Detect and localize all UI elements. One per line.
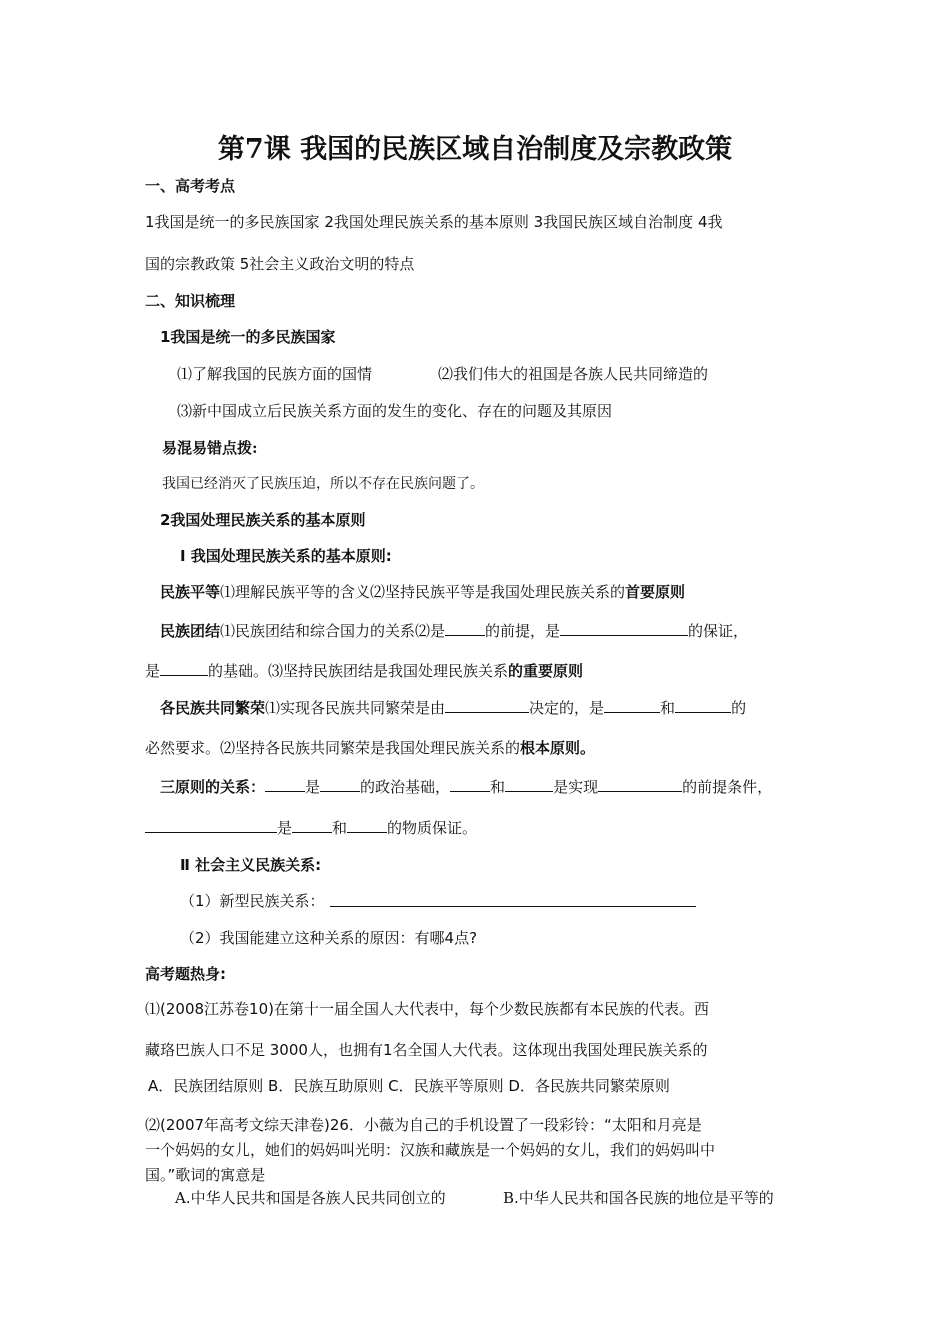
prosperity-text-1: ⑴实现各民族共同繁荣是由 xyxy=(265,699,446,717)
blank[interactable] xyxy=(505,776,553,792)
exercise-2-line-2: 一个妈妈的女儿，她们的妈妈叫光明：汉族和藏族是一个妈妈的女儿，我们的妈妈叫中 xyxy=(145,1141,716,1159)
tip-text: 我国已经消灭了民族压迫，所以不存在民族问题了。 xyxy=(162,476,484,492)
blank[interactable] xyxy=(445,620,485,636)
point-1-item-3: ⑶新中国成立后民族关系方面的发生的变化、存在的问题及其原因 xyxy=(177,402,613,420)
answer-line[interactable] xyxy=(330,906,696,907)
exam-points-line-1: 1我国是统一的多民族国家 2我国处理民族关系的基本原则 3我国民族区域自治制度 4我 xyxy=(145,213,723,231)
blank[interactable] xyxy=(292,817,332,833)
relation-line-2 xyxy=(145,817,477,838)
relation-text-5: 的前提条件， xyxy=(682,778,773,796)
relation-line-1 xyxy=(160,776,772,797)
exercise-2-line-3: 国。”歌词的寓意是 xyxy=(145,1166,266,1184)
blank[interactable] xyxy=(145,817,277,833)
blank[interactable] xyxy=(265,776,305,792)
exercise-2-option-b: B.中华人民共和国各民族的地位是平等的 xyxy=(503,1189,774,1207)
unity-text-3: 的保证， xyxy=(688,622,749,640)
unity2-bold: 的重要原则 xyxy=(508,662,584,680)
prosperity2-bold: 根本原则。 xyxy=(520,739,596,757)
blank[interactable] xyxy=(347,817,387,833)
section-heading-exam-warmup: 高考题热身: xyxy=(145,965,226,983)
exercise-2-option-a: A.中华人民共和国是各族人民共同创立的 xyxy=(175,1189,446,1207)
prosperity-line-2 xyxy=(145,738,595,758)
unity-line-2 xyxy=(145,660,583,681)
point-1-item-2: ⑵我们伟大的祖国是各族人民共同缔造的 xyxy=(438,365,709,383)
prosperity-text-2: 决定的，是 xyxy=(529,699,605,717)
blank[interactable] xyxy=(675,697,731,713)
relation2-text-2: 和 xyxy=(332,819,348,837)
blank[interactable] xyxy=(160,660,208,676)
unity-label: 民族团结 xyxy=(160,622,221,640)
relation-text-3: 和 xyxy=(490,778,506,796)
section-heading-exam-points: 一、高考考点 xyxy=(145,177,236,195)
blank[interactable] xyxy=(604,697,660,713)
blank[interactable] xyxy=(320,776,360,792)
point-1-heading: 1我国是统一的多民族国家 xyxy=(160,328,336,346)
question-1: （1）新型民族关系： xyxy=(180,892,325,910)
unity2-text-1: 是 xyxy=(145,662,161,680)
exercise-2-line-1: ⑵(2007年高考文综天津卷)26．小薇为自己的手机设置了一段彩铃：“太阳和月亮是 xyxy=(145,1116,702,1134)
blank[interactable] xyxy=(445,697,529,713)
equality-label: 民族平等 xyxy=(160,583,221,601)
blank[interactable] xyxy=(450,776,490,792)
unity-line-1 xyxy=(160,620,748,641)
exam-points-line-2: 国的宗教政策 5社会主义政治文明的特点 xyxy=(145,255,415,273)
exercise-1-line-1: ⑴(2008江苏卷10)在第十一届全国人大代表中，每个少数民族都有本民族的代表。西 xyxy=(145,1000,709,1018)
point-2-heading: 2我国处理民族关系的基本原则 xyxy=(160,511,366,529)
principles-subheading: Ⅰ 我国处理民族关系的基本原则: xyxy=(180,547,392,565)
relation-text-2: 的政治基础， xyxy=(360,778,451,796)
point-1-item-1: ⑴了解我国的民族方面的国情 xyxy=(177,365,373,383)
unity-text-1: ⑴民族团结和综合国力的关系⑵是 xyxy=(220,622,446,640)
blank[interactable] xyxy=(598,776,682,792)
equality-bold: 首要原则 xyxy=(625,583,686,601)
blank[interactable] xyxy=(560,620,688,636)
exercise-1-line-2: 藏珞巴族人口不足 3000人，也拥有1名全国人大代表。这体现出我国处理民族关系的 xyxy=(145,1041,708,1059)
relation-text-4: 是实现 xyxy=(553,778,599,796)
prosperity-text-3: 和 xyxy=(660,699,676,717)
relation-label: 三原则的关系： xyxy=(160,778,266,796)
socialist-relations-subheading: Ⅱ 社会主义民族关系: xyxy=(180,856,322,874)
prosperity2-text: 必然要求。⑵坚持各民族共同繁荣是我国处理民族关系的 xyxy=(145,739,521,757)
page-title: 第7课 我国的民族区域自治制度及宗教政策 xyxy=(217,134,733,165)
unity2-text-2: 的基础。⑶坚持民族团结是我国处理民族关系 xyxy=(208,662,509,680)
exercise-1-options: A．民族团结原则 B．民族互助原则 C．民族平等原则 D．各民族共同繁荣原则 xyxy=(148,1077,670,1095)
section-heading-knowledge: 二、知识梳理 xyxy=(145,292,236,310)
unity-text-2: 的前提，是 xyxy=(485,622,561,640)
relation2-text-1: 是 xyxy=(277,819,293,837)
question-2: （2）我国能建立这种关系的原因：有哪4点? xyxy=(180,929,478,947)
equality-text: ⑴理解民族平等的含义⑵坚持民族平等是我国处理民族关系的 xyxy=(220,583,626,601)
relation2-text-3: 的物质保证。 xyxy=(387,819,478,837)
tip-heading: 易混易错点拨: xyxy=(162,439,258,457)
relation-text-1: 是 xyxy=(305,778,321,796)
prosperity-label: 各民族共同繁荣 xyxy=(160,699,266,717)
equality-line xyxy=(160,582,685,602)
prosperity-text-4: 的 xyxy=(731,699,747,717)
prosperity-line-1 xyxy=(160,697,746,718)
